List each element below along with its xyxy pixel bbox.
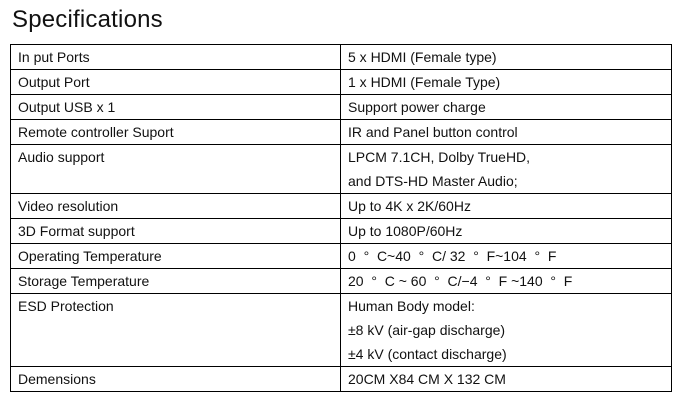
spec-value-line: Support power charge (348, 99, 486, 115)
spec-value (341, 219, 672, 244)
spec-row-dimensions (11, 367, 672, 392)
spec-label: Output USB x 1 (11, 95, 341, 120)
spec-row-audio-support (11, 145, 672, 194)
spec-value-line: 20 ° C ~ 60 ° C/−4 ° F ~140 ° F (348, 273, 573, 289)
spec-row-storage-temperature (11, 269, 672, 294)
spec-label: Storage Temperature (11, 269, 341, 294)
spec-value (341, 45, 672, 70)
spec-label: Video resolution (11, 194, 341, 219)
spec-value-line: and DTS-HD Master Audio; (348, 173, 518, 189)
specifications-table (10, 44, 672, 392)
page-title: Specifications (12, 6, 163, 33)
spec-value (341, 70, 672, 95)
spec-row-esd-protection (11, 294, 672, 367)
spec-row-input-ports (11, 45, 672, 70)
spec-label: 3D Format support (11, 219, 341, 244)
spec-value (341, 269, 672, 294)
spec-value (341, 244, 672, 269)
spec-label: Remote controller Suport (11, 120, 341, 145)
spec-value-line: Up to 4K x 2K/60Hz (348, 198, 471, 214)
spec-label: Demensions (11, 367, 341, 392)
spec-value (341, 145, 672, 194)
spec-value-line: IR and Panel button control (348, 124, 518, 140)
spec-value-line: 0 ° C~40 ° C/ 32 ° F~104 ° F (348, 248, 557, 264)
spec-value-line: LPCM 7.1CH, Dolby TrueHD, (348, 149, 531, 165)
spec-label: ESD Protection (11, 294, 341, 367)
spec-row-operating-temperature (11, 244, 672, 269)
spec-value-line: 20CM X84 CM X 132 CM (348, 371, 506, 387)
spec-row-3d-format (11, 219, 672, 244)
spec-value (341, 194, 672, 219)
spec-row-output-usb (11, 95, 672, 120)
spec-value-line: ±8 kV (air-gap discharge) (348, 322, 506, 338)
spec-value (341, 367, 672, 392)
spec-label: In put Ports (11, 45, 341, 70)
spec-value (341, 294, 672, 367)
spec-value (341, 120, 672, 145)
spec-value-line: 5 x HDMI (Female type) (348, 49, 497, 65)
spec-value (341, 95, 672, 120)
spec-label: Output Port (11, 70, 341, 95)
spec-value-line: Human Body model: (348, 298, 475, 314)
spec-value-line: ±4 kV (contact discharge) (348, 346, 507, 362)
spec-value-line: Up to 1080P/60Hz (348, 223, 463, 239)
spec-row-output-port (11, 70, 672, 95)
spec-row-remote-controller (11, 120, 672, 145)
spec-row-video-resolution (11, 194, 672, 219)
spec-label: Operating Temperature (11, 244, 341, 269)
spec-value-line: 1 x HDMI (Female Type) (348, 74, 501, 90)
spec-label: Audio support (11, 145, 341, 194)
